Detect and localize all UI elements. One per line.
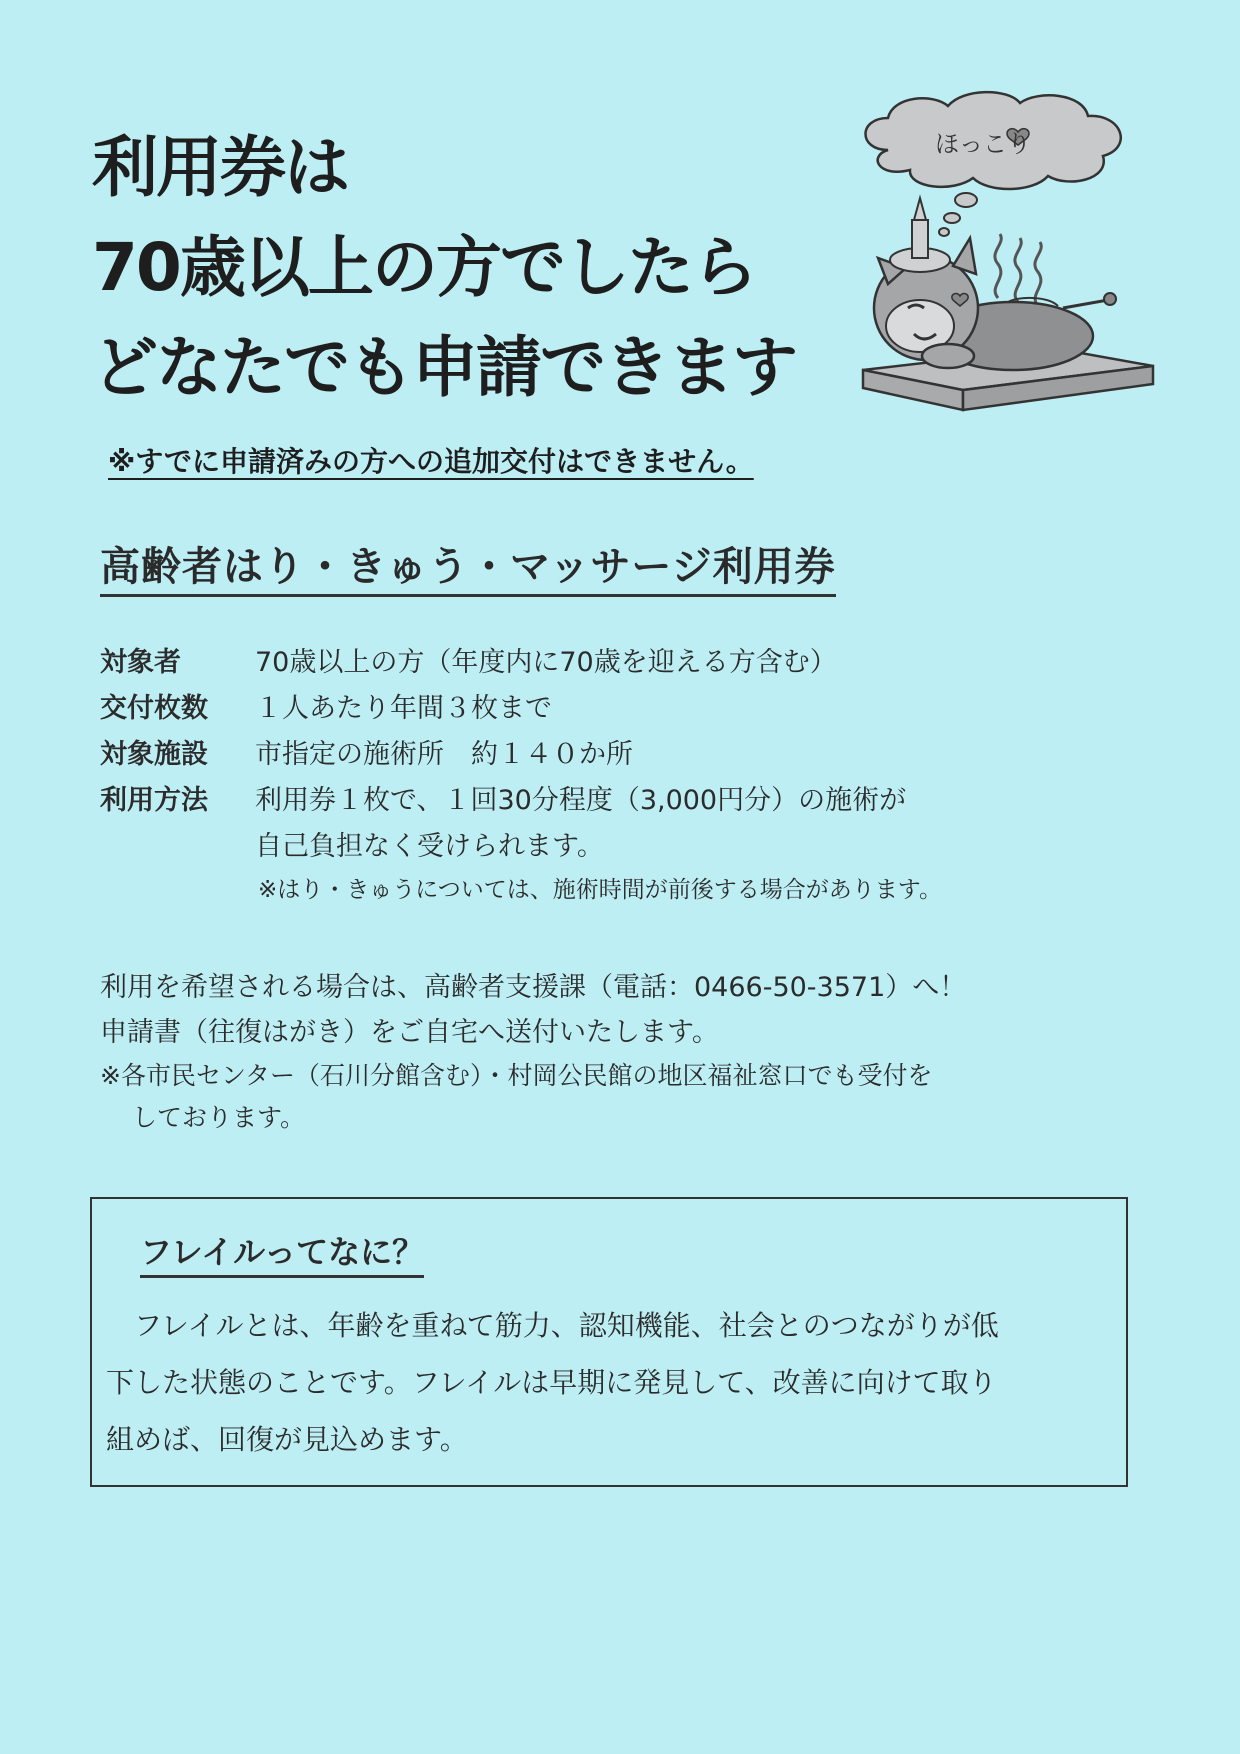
info-method-note: ※はり・きゅうについては、施術時間が前後する場合があります。 [258,877,942,903]
cloud-text: ほっこり [935,130,1031,158]
frail-title: フレイルってなに？ [140,1227,424,1278]
info-label: 対象施設 [100,739,208,770]
notice-text: ※すでに申請済みの方への追加交付はできません。 [108,445,754,478]
info-row-target [100,640,1100,686]
info-value: １人あたり年間３枚まで [255,693,552,724]
info-value: 70歳以上の方（年度内に70歳を迎える方含む） [255,647,837,678]
contact-line-1: 利用を希望される場合は、高齢者支援課（電話：0466-50-3571）へ！ [100,972,967,1003]
contact-block [100,965,1140,1139]
headline-line-3: どなたでも申請できます [92,329,796,406]
info-value-continued: 自己負担なく受けられます。 [255,831,604,862]
contact-line-2: 申請書（往復はがき）をご自宅へ送付いたします。 [100,1017,719,1048]
frail-line-3: 組めば、回復が見込めます。 [106,1423,468,1456]
frail-box [90,1197,1128,1487]
info-label: 利用方法 [100,785,208,816]
contact-note-1: ※各市民センター（石川分館含む）・村岡公民館の地区福祉窓口でも受付を [100,1061,933,1090]
headline [92,118,796,418]
frail-line-1: フレイルとは、年齢を重ねて筋力、認知機能、社会とのつながりが低 [106,1309,999,1342]
headline-line-2: 70歳以上の方でしたら [92,229,756,306]
headline-line-1: 利用券は [92,129,348,206]
info-label: 交付枚数 [100,693,208,724]
section-title: 高齢者はり・きゅう・マッサージ利用券 [100,535,836,597]
info-row-facility [100,732,1100,778]
info-value: 市指定の施術所 約１４０か所 [255,739,633,770]
contact-note-2: しております。 [132,1103,306,1132]
info-row-count [100,686,1100,732]
info-block [100,640,1100,910]
info-label: 対象者 [100,647,181,678]
frail-body [106,1297,1106,1468]
info-row-method [100,778,1100,824]
info-value: 利用券１枚で、１回30分程度（3,000円分）の施術が [255,785,907,816]
frail-line-2: 下した状態のことです。フレイルは早期に発見して、改善に向けて取り [106,1366,997,1399]
